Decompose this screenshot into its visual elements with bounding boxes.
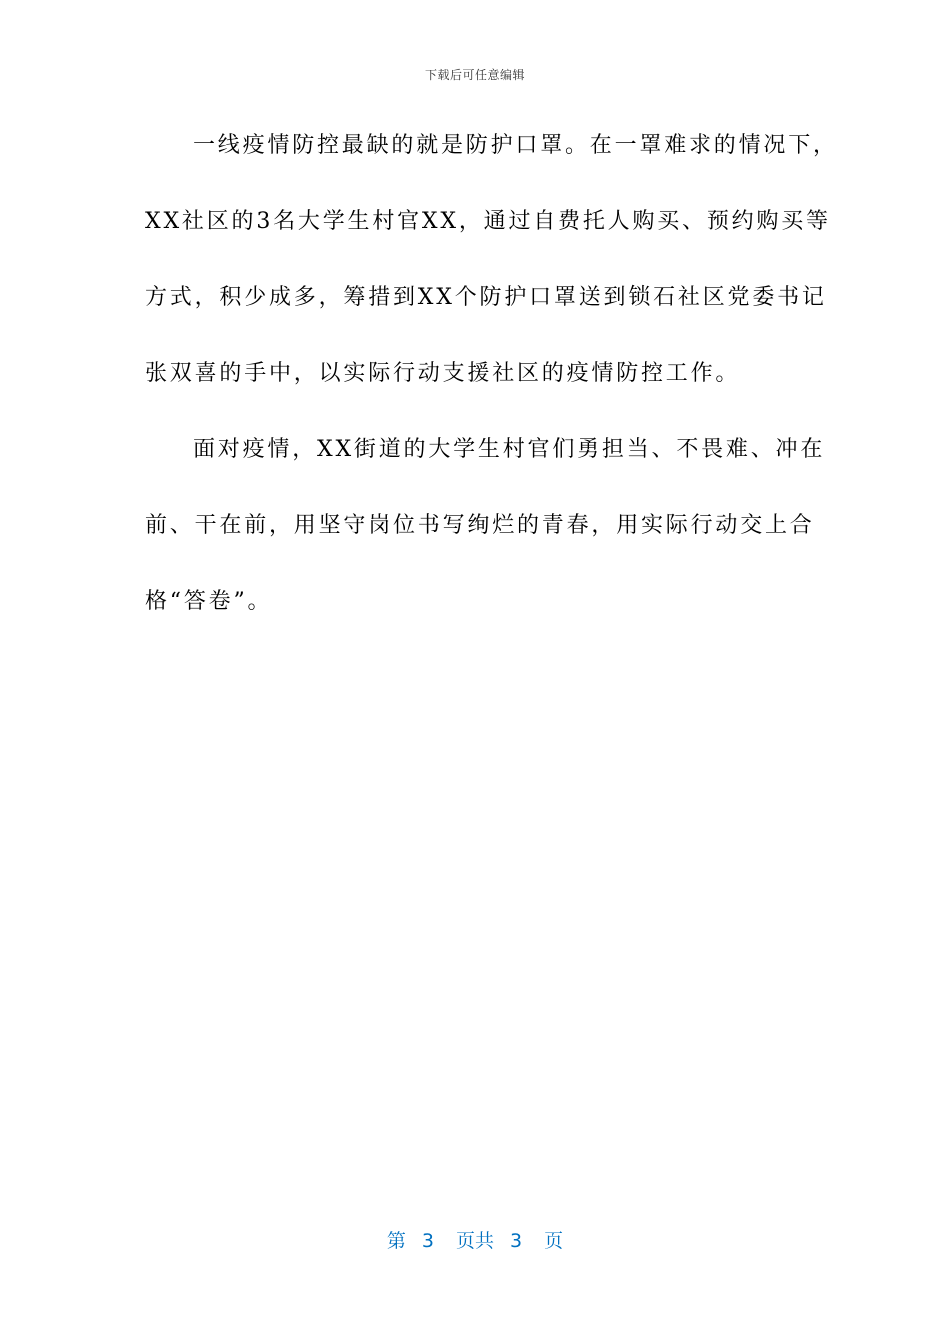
paragraph-line: 面对疫情，XX街道的大学生村官们勇担当、不畏难、冲在 bbox=[193, 437, 826, 462]
page-number-footer bbox=[0, 1226, 950, 1253]
paragraph-line: 格“答卷”。 bbox=[145, 589, 273, 614]
paragraph-2 bbox=[145, 424, 826, 652]
paragraph-line: 一线疫情防控最缺的就是防护口罩。在一罩难求的情况下， bbox=[193, 133, 838, 158]
document-body bbox=[145, 120, 838, 652]
paragraph-line: 方式，积少成多，筹措到XX个防护口罩送到锁石社区党委书记 bbox=[145, 285, 827, 310]
total-pages-number: 3 bbox=[510, 1230, 523, 1252]
page-header-note: 下载后可任意编辑 bbox=[424, 68, 525, 82]
footer-suffix: 页 bbox=[544, 1230, 564, 1252]
paragraph-1 bbox=[145, 120, 838, 424]
current-page-number: 3 bbox=[421, 1230, 434, 1252]
paragraph-line: 张双喜的手中，以实际行动支援社区的疫情防控工作。 bbox=[145, 361, 741, 386]
paragraph-line: 前、干在前，用坚守岗位书写绚烂的青春，用实际行动交上合 bbox=[145, 513, 815, 538]
footer-middle: 页共 bbox=[455, 1230, 494, 1252]
paragraph-line: XX社区的3名大学生村官XX，通过自费托人购买、预约购买等 bbox=[145, 209, 831, 234]
footer-prefix: 第 bbox=[386, 1230, 406, 1252]
